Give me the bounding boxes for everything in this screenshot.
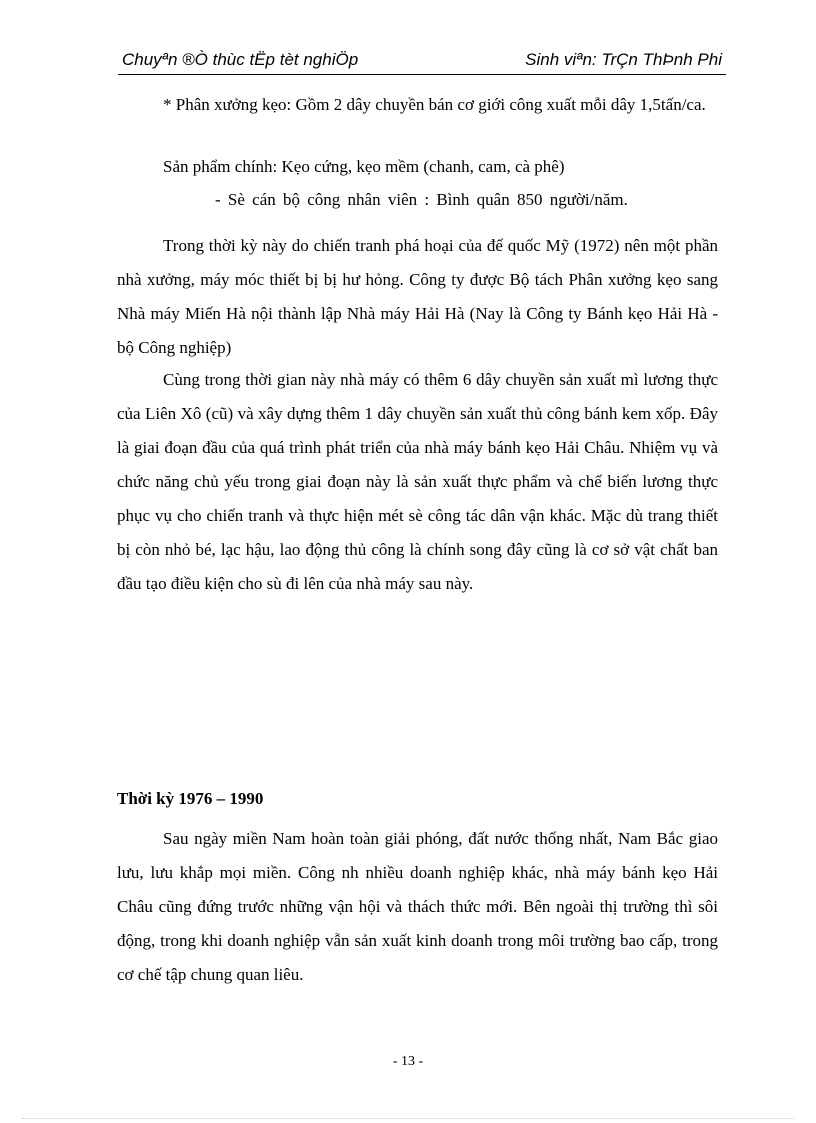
paragraph-staff-count: - Sè cán bộ công nhân viên : Bình quân 850 người/năm.	[215, 190, 628, 209]
header-author: Sinh viªn: TrÇn ThÞnh Phi	[525, 50, 722, 69]
paragraph-production-lines: Cùng trong thời gian này nhà máy có thêm 6 dây chuyền sản xuất mì lương thực của Liên Xô (cũ) và xây dựng thêm 1 dây chuyền sản xuất thủ công bánh kem xốp. Đây là giai đoạn đầu của quá trình phát triển của nhà máy bánh kẹo Hải Châu. Nhiệm vụ và chức năng chủ yếu trong giai đoạn này là sản xuất thực phẩm và chế biến lương thực phục vụ cho chiến tranh và thực hiện mét sè công tác dân vận khác. Mặc dù trang thiết bị còn nhỏ bé, lạc hậu, lao động thủ công là chính song đây cũng là cơ sở vật chất ban đầu tạo điều kiện cho sù đi lên của nhà máy sau này.	[117, 370, 718, 593]
paragraph-war-period: Trong thời kỳ này do chiến tranh phá hoại của đế quốc Mỹ (1972) nên một phần nhà xưởng, máy móc thiết bị bị hư hỏng. Công ty được Bộ tách Phân xưởng kẹo sang Nhà máy Miến Hà nội thành lập Nhà máy Hải Hà (Nay là Công ty Bánh kẹo Hải Hà - bộ Công nghiệp)	[117, 236, 718, 357]
paragraph-after-liberation: Sau ngày miền Nam hoàn toàn giải phóng, đất nước thống nhất, Nam Bắc giao lưu, lưu khắp mọi miền. Công nh nhiều doanh nghiệp khác, nhà máy bánh kẹo Hải Châu cũng đứng trước những vận hội và thách thức mới. Bên ngoài thị trường thì sôi động, trong khi doanh nghiệp vẫn sản xuất kinh doanh trong môi trường bao cấp, trong cơ chế tập chung quan liêu.	[117, 829, 718, 984]
paragraph-candy-workshop: * Phân xưởng kẹo: Gồm 2 dây chuyền bán cơ giới công xuất mỗi dây 1,5tấn/ca.	[163, 95, 706, 114]
page-bottom-divider	[22, 1118, 794, 1119]
header-title: Chuyªn ®Ò thùc tËp tèt nghiÖp	[122, 50, 359, 69]
section-heading: Thời kỳ 1976 – 1990	[117, 789, 264, 808]
page-number: - 13 -	[392, 1054, 424, 1069]
page-header	[118, 50, 726, 75]
paragraph-main-products: Sản phẩm chính: Kẹo cứng, kẹo mềm (chanh, cam, cà phê)	[163, 157, 565, 176]
